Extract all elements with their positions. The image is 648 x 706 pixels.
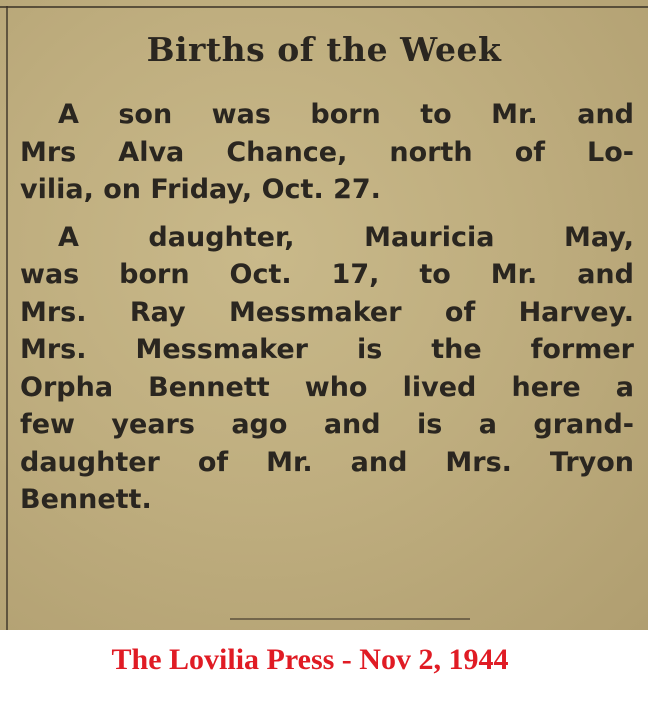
article-line: Mrs. Ray Messmaker of Harvey. <box>20 296 634 328</box>
article-headline: Births of the Week <box>146 30 502 69</box>
article-line: few years ago and is a grand- <box>20 409 634 440</box>
article-line: Orpha Bennett who lived here a <box>20 371 634 403</box>
source-caption: The Lovilia Press - Nov 2, 1944 <box>111 643 509 676</box>
article-line: was born Oct. 17, to Mr. and <box>20 259 634 290</box>
article-line: vilia, on Friday, Oct. 27. <box>20 174 381 205</box>
paragraph-daughter-birth <box>20 219 634 519</box>
article-line: A son was born to Mr. and <box>58 99 634 130</box>
article-line: Bennett. <box>20 484 152 515</box>
top-column-rule <box>0 6 648 8</box>
bottom-column-rule <box>230 618 470 620</box>
article-body <box>20 96 634 519</box>
article-line: Mrs Alva Chance, north of Lo- <box>20 136 634 168</box>
article-line: Mrs. Messmaker is the former <box>20 334 634 365</box>
article-line: daughter of Mr. and Mrs. Tryon <box>20 446 634 478</box>
paragraph-son-birth <box>20 96 634 209</box>
article-line: A daughter, Mauricia May, <box>58 221 634 253</box>
left-column-rule <box>6 6 8 630</box>
